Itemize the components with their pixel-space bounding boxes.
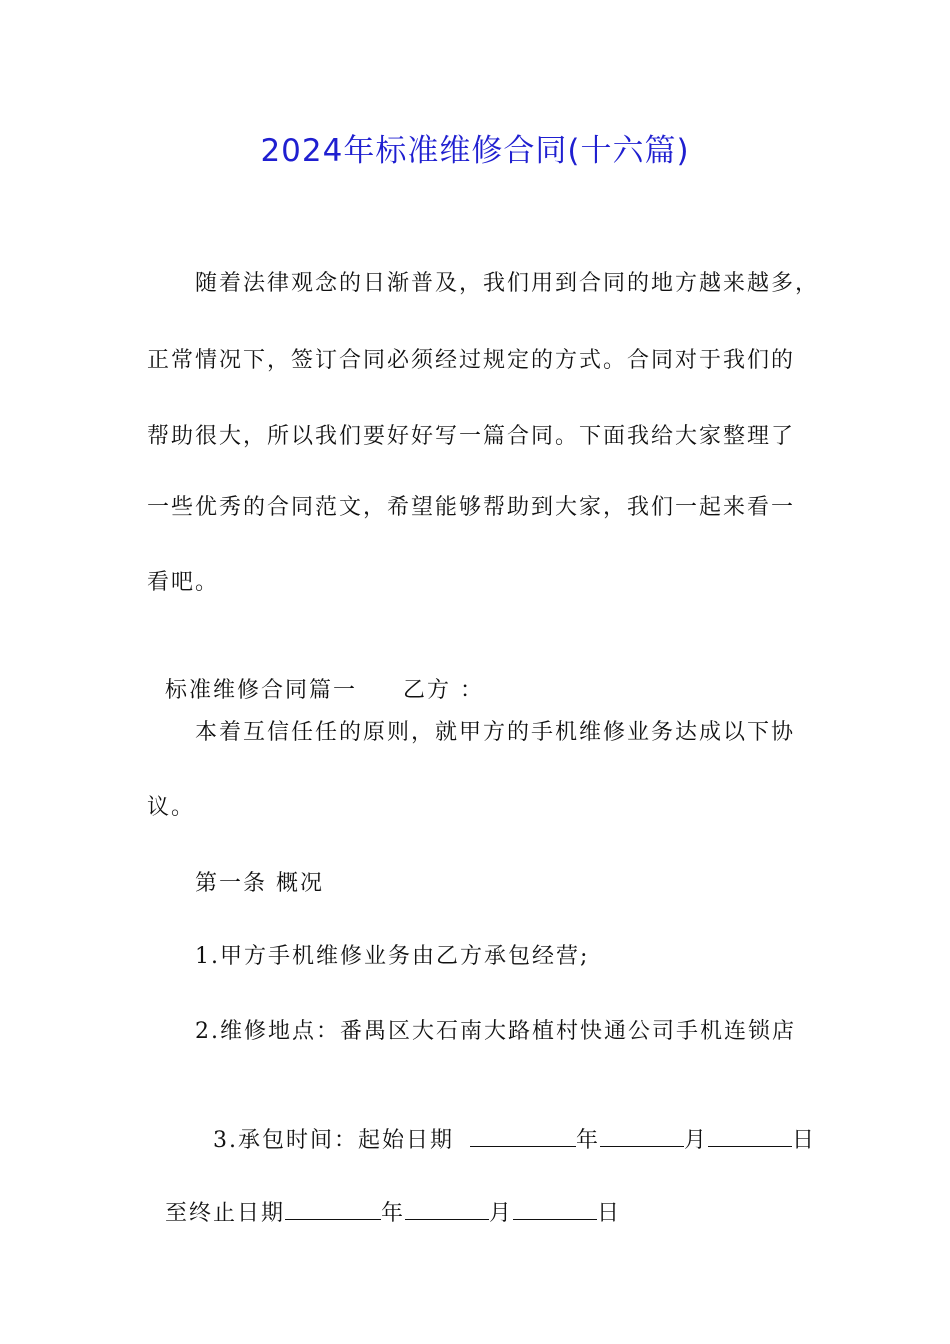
article-1-title: 第一条 概况 — [195, 871, 324, 896]
end-date-row — [147, 1165, 621, 1230]
section-heading-row — [147, 643, 484, 707]
start-year-unit: 年 — [576, 1128, 601, 1153]
intro-line-4: 一些优秀的合同范文，希望能够帮助到大家，我们一起来看一 — [147, 495, 796, 520]
intro-line-3: 帮助很大，所以我们要好好写一篇合同。下面我给大家整理了 — [147, 424, 796, 449]
document-title: 2024年标准维修合同(十六篇) — [260, 133, 690, 169]
end-day-unit: 日 — [597, 1201, 622, 1226]
section-heading: 标准维修合同篇一 — [165, 678, 358, 703]
start-day-blank[interactable] — [708, 1124, 792, 1147]
principle-line-2: 议。 — [147, 795, 196, 820]
end-year-unit: 年 — [381, 1201, 406, 1226]
article-1-item-1: 1.甲方手机维修业务由乙方承包经营; — [195, 944, 590, 969]
intro-line-2: 正常情况下，签订合同必须经过规定的方式。合同对于我们的 — [147, 348, 796, 373]
start-month-blank[interactable] — [600, 1124, 684, 1147]
start-year-blank[interactable] — [470, 1124, 576, 1147]
article-1-item-2: 2.维修地点：番禺区大石南大路植村快通公司手机连锁店 — [195, 1019, 796, 1044]
end-year-blank[interactable] — [285, 1197, 381, 1220]
end-month-unit: 月 — [489, 1201, 514, 1226]
intro-line-1: 随着法律观念的日渐普及，我们用到合同的地方越来越多， — [195, 271, 820, 296]
principle-line-1: 本着互信任任的原则，就甲方的手机维修业务达成以下协 — [195, 720, 796, 745]
article-1-item-3 — [195, 1092, 816, 1157]
start-date-label: 3.承包时间：起始日期 — [213, 1128, 454, 1153]
end-month-blank[interactable] — [405, 1197, 489, 1220]
start-day-unit: 日 — [792, 1128, 817, 1153]
start-month-unit: 月 — [684, 1128, 709, 1153]
party-b-label: 乙方 ： — [403, 678, 485, 703]
end-date-label: 至终止日期 — [165, 1201, 286, 1226]
end-day-blank[interactable] — [513, 1197, 597, 1220]
intro-line-5: 看吧。 — [147, 570, 220, 595]
